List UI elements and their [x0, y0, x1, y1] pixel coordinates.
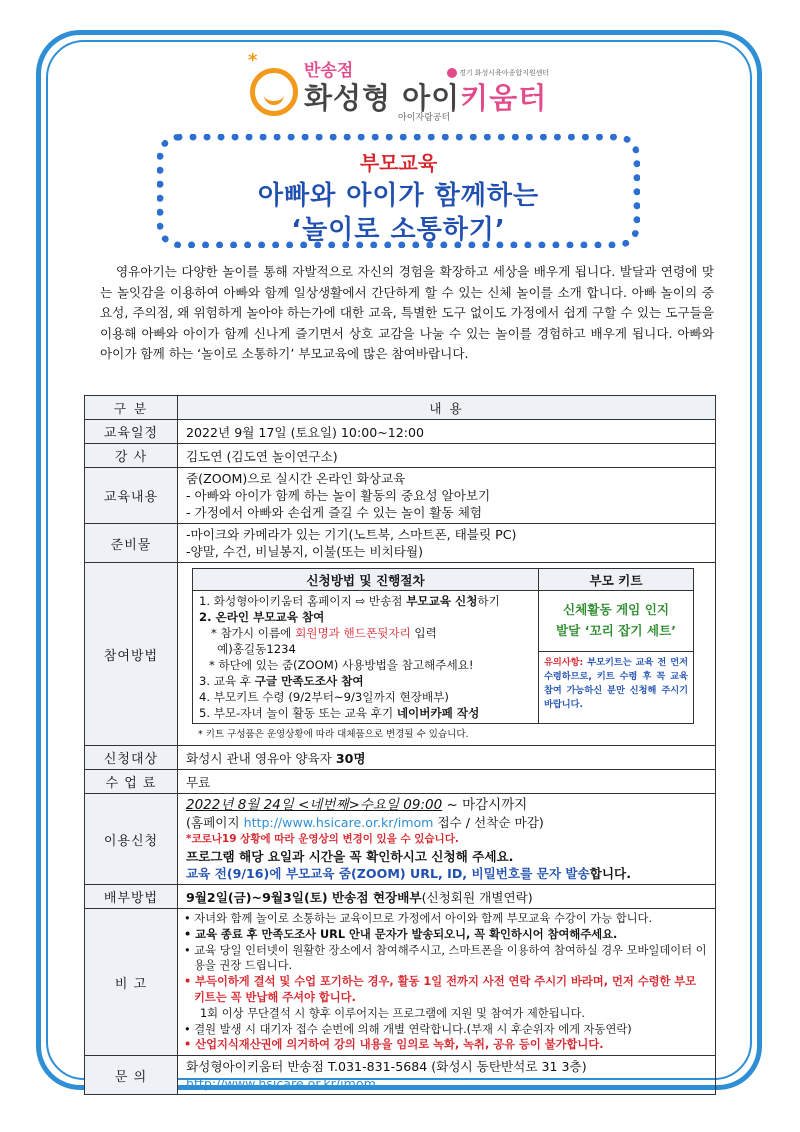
- table-row-instructor: [85, 444, 716, 468]
- step3-b: 구글 만족도조사 참여: [254, 674, 364, 688]
- apply-check-note: 프로그램 해당 요일과 시간을 꼭 확인하시고 신청해 주세요.: [186, 849, 514, 864]
- logo-sub: 아이자람공터: [398, 113, 451, 123]
- fee-value: 무료: [178, 770, 716, 794]
- step3-a: 3. 교육 후: [199, 674, 255, 688]
- kit-note-text: 부모키트는 교육 전 먼저 수령하므로, 키트 수령 후 꼭 교육 참여 가능하신 분만 신청해 주시기 바랍니다.: [544, 657, 688, 710]
- logo: [248, 52, 548, 124]
- schedule-value: 2022년 9월 17일 (토요일) 10:00~12:00: [178, 420, 716, 444]
- step2-note-a: * 참가시 이름에: [211, 626, 296, 640]
- content-line: - 아빠와 아이가 함께 하는 놀이 활동의 중요성 알아보기: [186, 488, 491, 503]
- schedule-label: 교육일정: [85, 420, 178, 444]
- target-value-b: 30명: [335, 751, 366, 766]
- content-line: - 가정에서 아빠와 손쉽게 즐길 수 있는 놀이 활동 체험: [186, 505, 483, 520]
- remark-note: 1회 이상 무단결석 시 향후 이루어지는 프로그램에 지원 및 참여가 제한됩니다.: [200, 1006, 585, 1020]
- step2-note: [199, 625, 532, 641]
- kit-line1: 신체활동 게임 인지: [562, 602, 670, 617]
- apply-homepage-link[interactable]: http://www.hsicare.or.kr/imom: [243, 815, 434, 830]
- contact-line1: 화성형아이키움터 반송점 T.031-831-5684 (화성시 동탄반석로 31 3층): [186, 1059, 587, 1075]
- table-row-method: [85, 563, 716, 746]
- kit-box: [539, 568, 694, 724]
- distribution-value-a: 9월2일(금)~9월3일(토) 반송점 현장배부: [186, 890, 422, 905]
- smile-face-icon: [250, 68, 298, 116]
- remarks-value: [178, 909, 716, 1056]
- apply-zoom-b: 합니다.: [589, 866, 631, 881]
- intro-paragraph: 영유아기는 다양한 놀이를 통해 자발적으로 자신의 경험을 확장하고 세상을 배우게 됩니다. 발달과 연령에 맞는 놀잇감을 이용하여 아빠와 함께 일상생활에서 간단하게 할 수 있는 신체 놀이를 소개 합니다. 아빠 놀이의 중요성, 주의점, 왜 위험하게 놀아야 하는가에 대한 교육, 특별한 도구 없이도 가정에서 쉽게 구할 수 있는 도구들을 이용해 아빠와 아이가 함께 신나게 즐기면서 상호 교감을 나눌 수 있는 놀이를 경험하고 배우게 됩니다. 아빠와 아이가 함께 하는 ‘놀이로 소통하기’ 부모교육에 많은 참여바랍니다.: [100, 264, 714, 362]
- step3: [199, 673, 532, 689]
- table-row-fee: [85, 770, 716, 794]
- kit-header: 부모 키트: [539, 569, 693, 591]
- table-row-apply: [85, 794, 716, 885]
- table-row-content: [85, 468, 716, 524]
- remark-item: • 교육 종료 후 만족도조사 URL 안내 문자가 발송되오니, 꼭 확인하시어 참여해주세요.: [184, 927, 618, 941]
- table-row-target: [85, 746, 716, 770]
- remark-item: • 산업지식재산권에 의거하여 강의 내용을 임의로 녹화, 녹취, 공유 등이 불가합니다.: [184, 1038, 604, 1052]
- procedure-header: 신청방법 및 진행절차: [193, 569, 538, 591]
- step5-b: 네이버카페 작성: [396, 706, 480, 720]
- logo-branch: 반송점: [304, 61, 354, 81]
- content-label: 교육내용: [85, 468, 178, 524]
- info-table: [84, 395, 716, 1095]
- apply-zoom-note: [186, 865, 707, 882]
- prep-label: 준비물: [85, 524, 178, 563]
- title-category: 부모교육: [359, 151, 438, 175]
- table-header-row: [85, 396, 716, 420]
- logo-name-accent: 키움터: [460, 81, 548, 115]
- prep-line: -양말, 수건, 비닐봉지, 이불(또는 비치타월): [186, 544, 424, 559]
- kit-body: [539, 591, 693, 652]
- title-box: [157, 134, 640, 248]
- kit-note: [539, 652, 693, 716]
- method-footnote: * 키트 구성품은 운영상황에 따라 대체품으로 변경될 수 있습니다.: [198, 729, 469, 740]
- distribution-label: 배부방법: [85, 885, 178, 909]
- logo-name-main: 화성형 아이: [304, 81, 461, 115]
- remark-item: • 부득이하게 결석 및 수업 포기하는 경우, 활동 1일 전까지 사전 연락 주시기 바라며, 먼저 수령한 부모 키트는 꼭 반납해 주셔야 합니다.: [184, 975, 697, 1004]
- step1: [199, 593, 532, 609]
- apply-line2-a: (홈페이지: [186, 815, 244, 830]
- contact-link[interactable]: http://www.hsicare.or.kr/imom: [186, 1076, 376, 1092]
- target-value-a: 화성시 관내 영유아 양육자: [186, 751, 336, 766]
- step1-a: 1. 화성형아이키움터 홈페이지 ⇨ 반송점: [199, 594, 407, 608]
- star-icon: *: [248, 50, 258, 71]
- step4: 4. 부모키트 수령 (9/2부터~9/3일까지 현장배부): [199, 690, 449, 704]
- method-nested: [184, 568, 709, 724]
- header-label: 구 분: [85, 396, 178, 420]
- fee-label: 수 업 료: [85, 770, 178, 794]
- partner-icon: [447, 68, 457, 78]
- intro-text: [100, 262, 714, 365]
- target-value: [178, 746, 716, 770]
- contact-label: 문 의: [85, 1056, 178, 1095]
- step2: 2. 온라인 부모교육 참여: [199, 610, 325, 624]
- step1-c: 하기: [477, 594, 500, 608]
- instructor-label: 강 사: [85, 444, 178, 468]
- apply-line2: [186, 814, 707, 831]
- distribution-value-b: (신청회원 개별연락): [421, 890, 533, 905]
- remarks-label: 비 고: [85, 909, 178, 1056]
- apply-date: 2022년 8월 24일 <네번째>수요일 09:00: [186, 797, 443, 813]
- step2-example: 예)홍길동1234: [217, 642, 296, 656]
- distribution-value: [178, 885, 716, 909]
- table-row-remarks: [85, 909, 716, 1056]
- method-value: [178, 563, 716, 746]
- apply-value: [178, 794, 716, 885]
- apply-covid-note: *코로나19 상황에 따라 운영상의 변경이 있을 수 있습니다.: [186, 833, 459, 845]
- header-content: 내 용: [178, 396, 716, 420]
- step5: [199, 705, 532, 721]
- partner-logo: [447, 68, 549, 78]
- table-row-contact: [85, 1056, 716, 1095]
- apply-line2-b: 접수 / 선착순 마감): [433, 815, 544, 830]
- step1-b: 부모교육 신청: [406, 594, 478, 608]
- remark-item: • 교육 당일 인터넷이 원활한 장소에서 참여해주시고, 스마트폰을 이용하여 참여하실 경우 모바일데이터 이용을 권장 드립니다.: [184, 943, 707, 973]
- content-value: [178, 468, 716, 524]
- procedure-body: [193, 591, 538, 723]
- remark-item: • 자녀와 함께 놀이로 소통하는 교육이므로 가정에서 아이와 함께 부모교육 수강이 가능 합니다.: [184, 912, 653, 925]
- step2-note2: * 하단에 있는 줌(ZOOM) 사용방법을 참고해주세요!: [209, 658, 474, 672]
- remark-item: • 결원 발생 시 대기자 접수 순번에 의해 개별 연락합니다.(부재 시 후순위자 에게 자동연락): [184, 1022, 632, 1036]
- partner-name: 경기 화성시육아종합지원센터: [459, 69, 550, 77]
- method-label: 참여방법: [85, 563, 178, 746]
- table-row-schedule: [85, 420, 716, 444]
- title-line2: ‘놀이로 소통하기’: [291, 215, 506, 245]
- table-row-prep: [85, 524, 716, 563]
- step2-note-b: 회원명과 핸드폰뒷자리: [295, 626, 411, 640]
- target-label: 신청대상: [85, 746, 178, 770]
- table-row-distribution: [85, 885, 716, 909]
- step5-a: 5. 부모-자녀 놀이 활동 또는 교육 후기: [199, 706, 397, 720]
- procedure-box: [192, 568, 539, 724]
- apply-zoom-a: 교육 전(9/16)에 부모교육 줌(ZOOM) URL, ID, 비밀번호를 문자 발송: [186, 866, 590, 881]
- apply-label: 이용신청: [85, 794, 178, 885]
- kit-note-label: 유의사항:: [544, 657, 584, 668]
- prep-value: [178, 524, 716, 563]
- step2-note-c: 입력: [410, 626, 437, 640]
- instructor-value: 김도연 (김도연 놀이연구소): [178, 444, 716, 468]
- prep-line: -마이크와 카메라가 있는 기기(노트북, 스마트폰, 태블릿 PC): [186, 527, 517, 542]
- title-line1: 아빠와 아이가 함께하는: [257, 181, 540, 211]
- apply-line1: [186, 796, 707, 814]
- contact-value: [178, 1056, 716, 1095]
- content-line: 줌(ZOOM)으로 실시간 온라인 화상교육: [186, 471, 406, 486]
- apply-deadline: ~ 마감시까지: [442, 797, 528, 813]
- kit-line2: 발달 ‘꼬리 잡기 세트’: [555, 623, 677, 638]
